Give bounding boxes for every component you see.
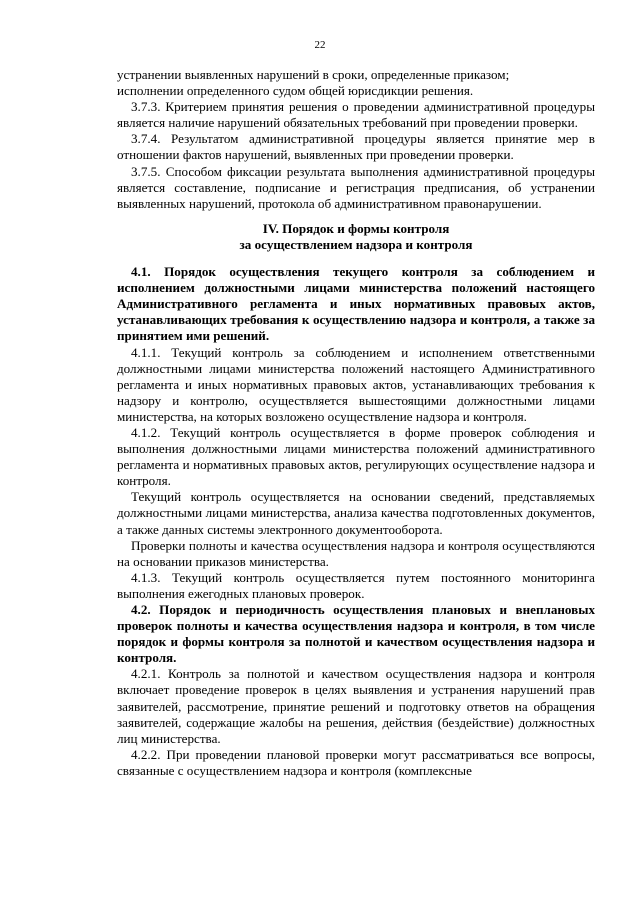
paragraph: Текущий контроль осуществляется на основании сведений, представляемых должностными лицами министерства, анализа качества подготовленных документов, а также данных системы электронного документооборота. (117, 489, 595, 537)
paragraph: 4.2.1. Контроль за полнотой и качеством осуществления надзора и контроля включает проведение проверок в целях выявления и устранения нарушений прав заявителей, рассмотрение, принятие решений и подготовку ответов на обращения заявителей, содержащие жалобы на решения, действия (бездействие) должностных лиц министерства. (117, 666, 595, 746)
section-heading-line: за осуществлением надзора и контроля (239, 236, 473, 252)
page-number: 22 (314, 39, 326, 51)
paragraph: устранении выявленных нарушений в сроки, определенные приказом; (117, 67, 510, 82)
subsection-heading: 4.2. Порядок и периодичность осуществления плановых и внеплановых проверок полноты и качества осуществления надзора и контроля, в том числе порядок и формы контроля за полнотой и качеством осуществления надзора и контроля. (117, 602, 595, 666)
subsection-heading: 4.1. Порядок осуществления текущего контроля за соблюдением и исполнением должностными лицами министерства положений настоящего Административного регламента и иных нормативных правовых актов, устанавливающих требования к осуществлению надзора и контроля, а также за принятием ими решений. (117, 264, 595, 344)
section-heading-line: IV. Порядок и формы контроля (262, 220, 450, 236)
paragraph: исполнении определенного судом общей юрисдикции решения. (117, 83, 474, 99)
paragraph: 3.7.4. Результатом административной процедуры является принятие мер в отношении фактов нарушений, выявленных при проведении проверки. (117, 131, 595, 163)
document-body (117, 67, 595, 779)
paragraph: 4.1.3. Текущий контроль осуществляется путем постоянного мониторинга выполнения ежегодных плановых проверок. (117, 569, 595, 601)
paragraph: 4.1.1. Текущий контроль за соблюдением и исполнением ответственными должностными лицами министерства положений настоящего Административного регламента и иных нормативных правовых актов, устанавливающих требования к надзору и контролю, осуществляется вышестоящими должностными лицами министерства, на которых возложено осуществление надзора и контроля. (117, 344, 595, 424)
paragraph: 3.7.3. Критерием принятия решения о проведении административной процедуры является наличие нарушений обязательных требований при проведении проверки. (117, 99, 595, 131)
paragraph: 3.7.5. Способом фиксации результата выполнения административной процедуры является составление, подписание и регистрация предписания, об устранении выявленных нарушений, протокола об административном правонарушении. (117, 163, 595, 211)
section-heading (117, 221, 595, 253)
paragraph: Проверки полноты и качества осуществления надзора и контроля осуществляются на основании приказов министерства. (117, 537, 595, 569)
paragraph: 4.1.2. Текущий контроль осуществляется в форме проверок соблюдения и выполнения должностными лицами министерства положений административного регламента и нормативных правовых актов, регулирующих осуществление надзора и контроля. (117, 424, 595, 489)
paragraph: 4.2.2. При проведении плановой проверки могут рассматриваться все вопросы, связанные с осуществлением надзора и контроля (комплексные (117, 746, 595, 778)
